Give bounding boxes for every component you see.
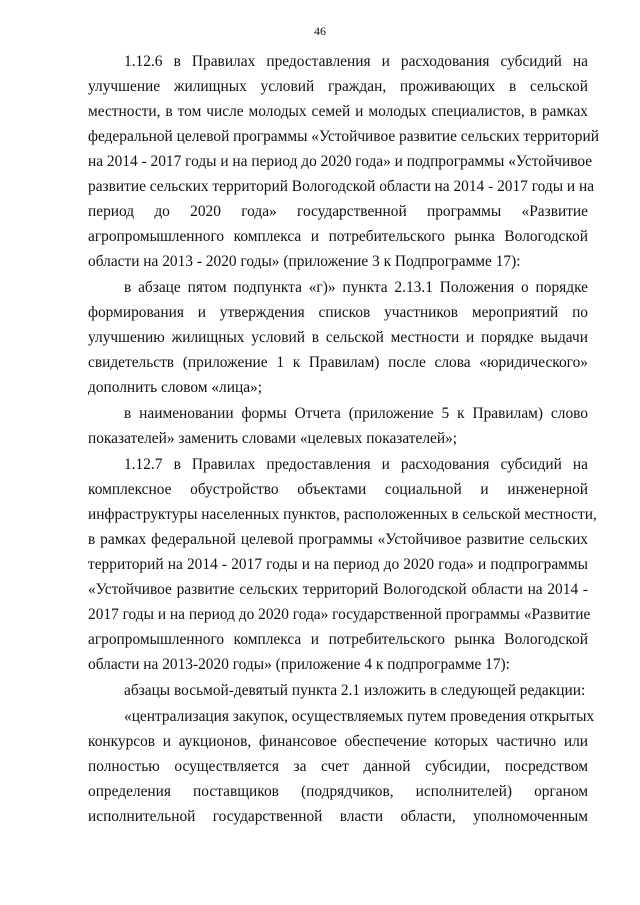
- text-line: «Устойчивое развитие сельских территорий Вологодской области на 2014 -: [88, 581, 588, 598]
- text-line: конкурсов и аукционов, финансовое обеспечение которых частично или: [88, 733, 588, 750]
- text-line: на 2014 - 2017 годы и на период до 2020 года» и подпрограммы «Устойчивое: [88, 153, 593, 170]
- text-line: развитие сельских территорий Вологодской области на 2014 - 2017 годы и на: [88, 178, 595, 195]
- text-line: области на 2013-2020 годы» (приложение 4 к подпрограмме 17):: [88, 656, 510, 673]
- text-line: в абзаце пятом подпункта «г)» пункта 2.13.1 Положения о порядке: [124, 279, 588, 296]
- text-line: федеральной целевой программы «Устойчивое развитие сельских территорий: [88, 128, 599, 145]
- text-line: формирования и утверждения списков участников мероприятий по: [88, 304, 588, 321]
- text-line: исполнительной государственной власти области, уполномоченным: [88, 808, 588, 825]
- text-line: агропромышленного комплекса и потребительского рынка Вологодской: [88, 228, 588, 245]
- text-line: свидетельств (приложение 1 к Правилам) после слова «юридического»: [88, 354, 588, 371]
- text-line: определения поставщиков (подрядчиков, исполнителей) органом: [88, 783, 588, 800]
- text-line: местности, в том числе молодых семей и молодых специалистов, в рамках: [88, 103, 588, 120]
- text-line: «централизация закупок, осуществляемых путем проведения открытых: [124, 708, 595, 725]
- text-line: полностью осуществляется за счет данной субсидии, посредством: [88, 758, 588, 775]
- text-line: области на 2013 - 2020 годы» (приложение 3 к Подпрограмме 17):: [88, 253, 521, 270]
- text-line: в наименовании формы Отчета (приложение 5 к Правилам) слово: [124, 405, 588, 422]
- text-line: период до 2020 года» государственной программы «Развитие: [88, 203, 588, 220]
- page-number: 46: [314, 24, 326, 38]
- text-line: территорий на 2014 - 2017 годы и на период до 2020 года» и подпрограммы: [88, 556, 588, 573]
- text-line: агропромышленного комплекса и потребительского рынка Вологодской: [88, 631, 588, 648]
- text-line: комплексное обустройство объектами социальной и инженерной: [88, 481, 588, 498]
- text-line: в рамках федеральной целевой программы «Устойчивое развитие сельских: [88, 531, 588, 548]
- text-line: 1.12.6 в Правилах предоставления и расходования субсидий на: [124, 53, 588, 70]
- text-line: 2017 годы и на период до 2020 года» государственной программы «Развитие: [88, 606, 591, 623]
- text-line: улучшению жилищных условий в сельской местности и порядке выдачи: [88, 329, 588, 346]
- text-line: дополнить словом «лица»;: [88, 379, 263, 396]
- text-line: улучшение жилищных условий граждан, проживающих в сельской: [88, 78, 588, 95]
- text-line: абзацы восьмой-девятый пункта 2.1 изложить в следующей редакции:: [124, 682, 586, 699]
- text-line: 1.12.7 в Правилах предоставления и расходования субсидий на: [124, 456, 588, 473]
- text-line: инфраструктуры населенных пунктов, расположенных в сельской местности,: [88, 506, 597, 523]
- text-line: показателей» заменить словами «целевых показателей»;: [88, 430, 458, 447]
